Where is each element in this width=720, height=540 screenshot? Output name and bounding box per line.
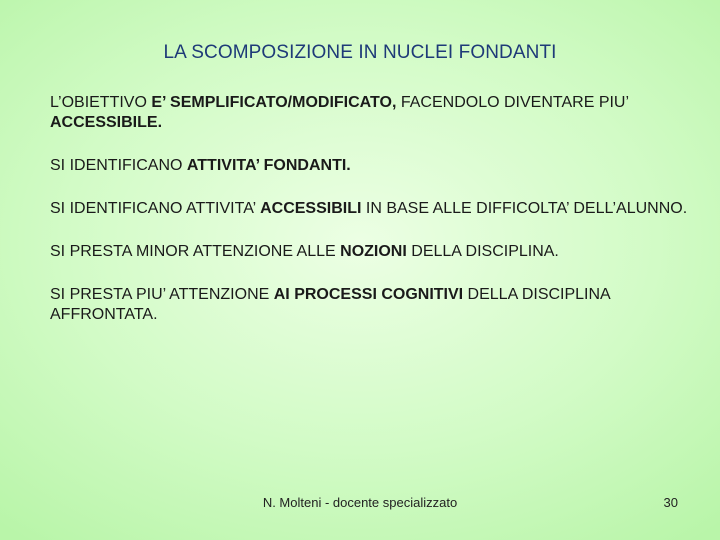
slide-title: LA SCOMPOSIZIONE IN NUCLEI FONDANTI <box>163 42 557 63</box>
emphasized-text: ACCESSIBILI <box>260 200 362 217</box>
bullet-paragraph <box>50 199 690 219</box>
footer-author: N. Molteni - docente specializzato <box>262 495 458 510</box>
slide-body <box>50 93 690 348</box>
bullet-paragraph <box>50 93 690 133</box>
paragraph-text: FACENDOLO DIVENTARE PIU’ <box>396 94 629 111</box>
paragraph-text: L’OBIETTIVO <box>50 94 152 111</box>
paragraph-text: SI PRESTA PIU’ ATTENZIONE <box>50 286 274 303</box>
paragraph-text: DELLA DISCIPLINA AFFRONTATA. <box>50 286 610 323</box>
bullet-paragraph <box>50 156 690 176</box>
paragraph-text: IN BASE ALLE DIFFICOLTA’ DELL’ALUNNO. <box>361 200 688 217</box>
emphasized-text: ACCESSIBILE. <box>50 114 163 131</box>
emphasized-text: NOZIONI <box>340 243 407 260</box>
emphasized-text: ATTIVITA’ FONDANTI. <box>186 157 351 174</box>
bullet-paragraph <box>50 242 690 262</box>
bullet-paragraph <box>50 285 690 325</box>
paragraph-text: SI IDENTIFICANO <box>50 157 187 174</box>
paragraph-text: SI IDENTIFICANO ATTIVITA’ <box>50 200 261 217</box>
emphasized-text: AI PROCESSI COGNITIVI <box>273 286 464 303</box>
page-number: 30 <box>663 495 678 510</box>
emphasized-text: E’ SEMPLIFICATO/MODIFICATO, <box>151 94 397 111</box>
paragraph-text: SI PRESTA MINOR ATTENZIONE ALLE <box>50 243 341 260</box>
paragraph-text: DELLA DISCIPLINA. <box>406 243 559 260</box>
